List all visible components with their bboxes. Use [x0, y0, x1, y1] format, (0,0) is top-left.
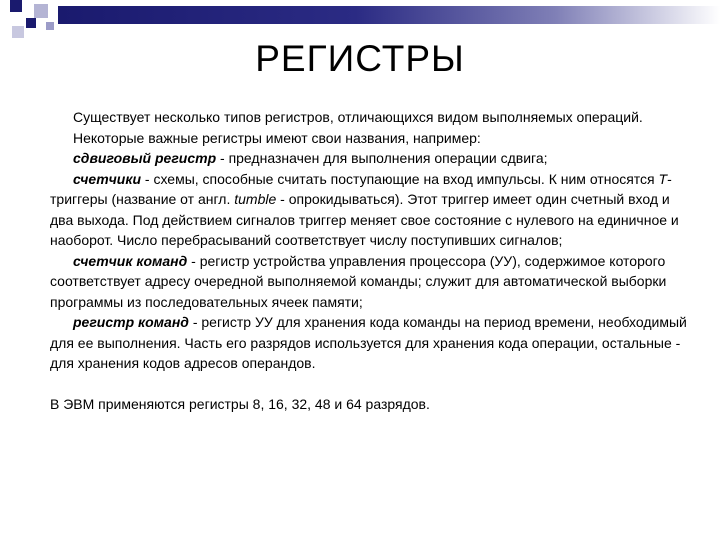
decor-square: [12, 26, 24, 38]
definition-text: - регистр УУ для хранения кода команды на период времени, необходимый для ее выполнения. Часть его разрядов используется для хранения кода операции, остальные - для хранения кодов адресов операндов.: [50, 314, 687, 371]
term-tumble: tumble: [234, 191, 277, 207]
paragraph-instruction-register: [50, 312, 690, 374]
definition-text: - предназначен для выполнения операции сдвига;: [216, 150, 548, 166]
spacer: [50, 374, 690, 394]
paragraph-names: Некоторые важные регистры имеют свои названия, например:: [73, 129, 481, 146]
definition-text: -триггеры (название от англ.: [50, 170, 672, 207]
term-t: T: [658, 170, 668, 187]
decor-square: [34, 4, 48, 18]
term-program-counter: счетчик команд: [73, 252, 188, 269]
slide-title: РЕГИСТРЫ: [255, 38, 465, 79]
decor-square: [10, 0, 22, 12]
paragraph-shift-register: [50, 148, 690, 169]
definition-text: - регистр устройства управления процессора (УУ), содержимое которого соответствует адресу очередной выполняемой команды; служит для автоматической выборки программы из последовательных ячеек памяти;: [50, 252, 667, 310]
corner-decoration: [0, 0, 720, 40]
header-gradient-bar: [58, 6, 720, 24]
paragraph-counters: [50, 169, 690, 251]
decor-square: [46, 22, 54, 30]
slide-body: [50, 107, 690, 414]
definition-text: - опрокидываться). Этот триггер имеет один счетный вход и два выхода. Под действием сигналов триггер меняет свое состояние с нулевого на единичное и наоборот. Число перебрасываний соответствует числу поступивших сигналов;: [50, 191, 679, 248]
definition-text: - схемы, способные считать поступающие на вход импульсы. К ним относятся: [141, 170, 659, 187]
paragraph-bit-widths: В ЭВМ применяются регистры 8, 16, 32, 48 и 64 разрядов.: [50, 395, 430, 412]
paragraph-program-counter: [50, 251, 690, 313]
term-instruction-register: регистр команд: [73, 314, 189, 330]
term-shift-register: сдвиговый регистр: [73, 150, 217, 166]
decor-square: [26, 18, 36, 28]
paragraph-intro: Существует несколько типов регистров, отличающихся видом выполняемых операций.: [73, 109, 643, 125]
term-counters: счетчики: [73, 170, 142, 187]
